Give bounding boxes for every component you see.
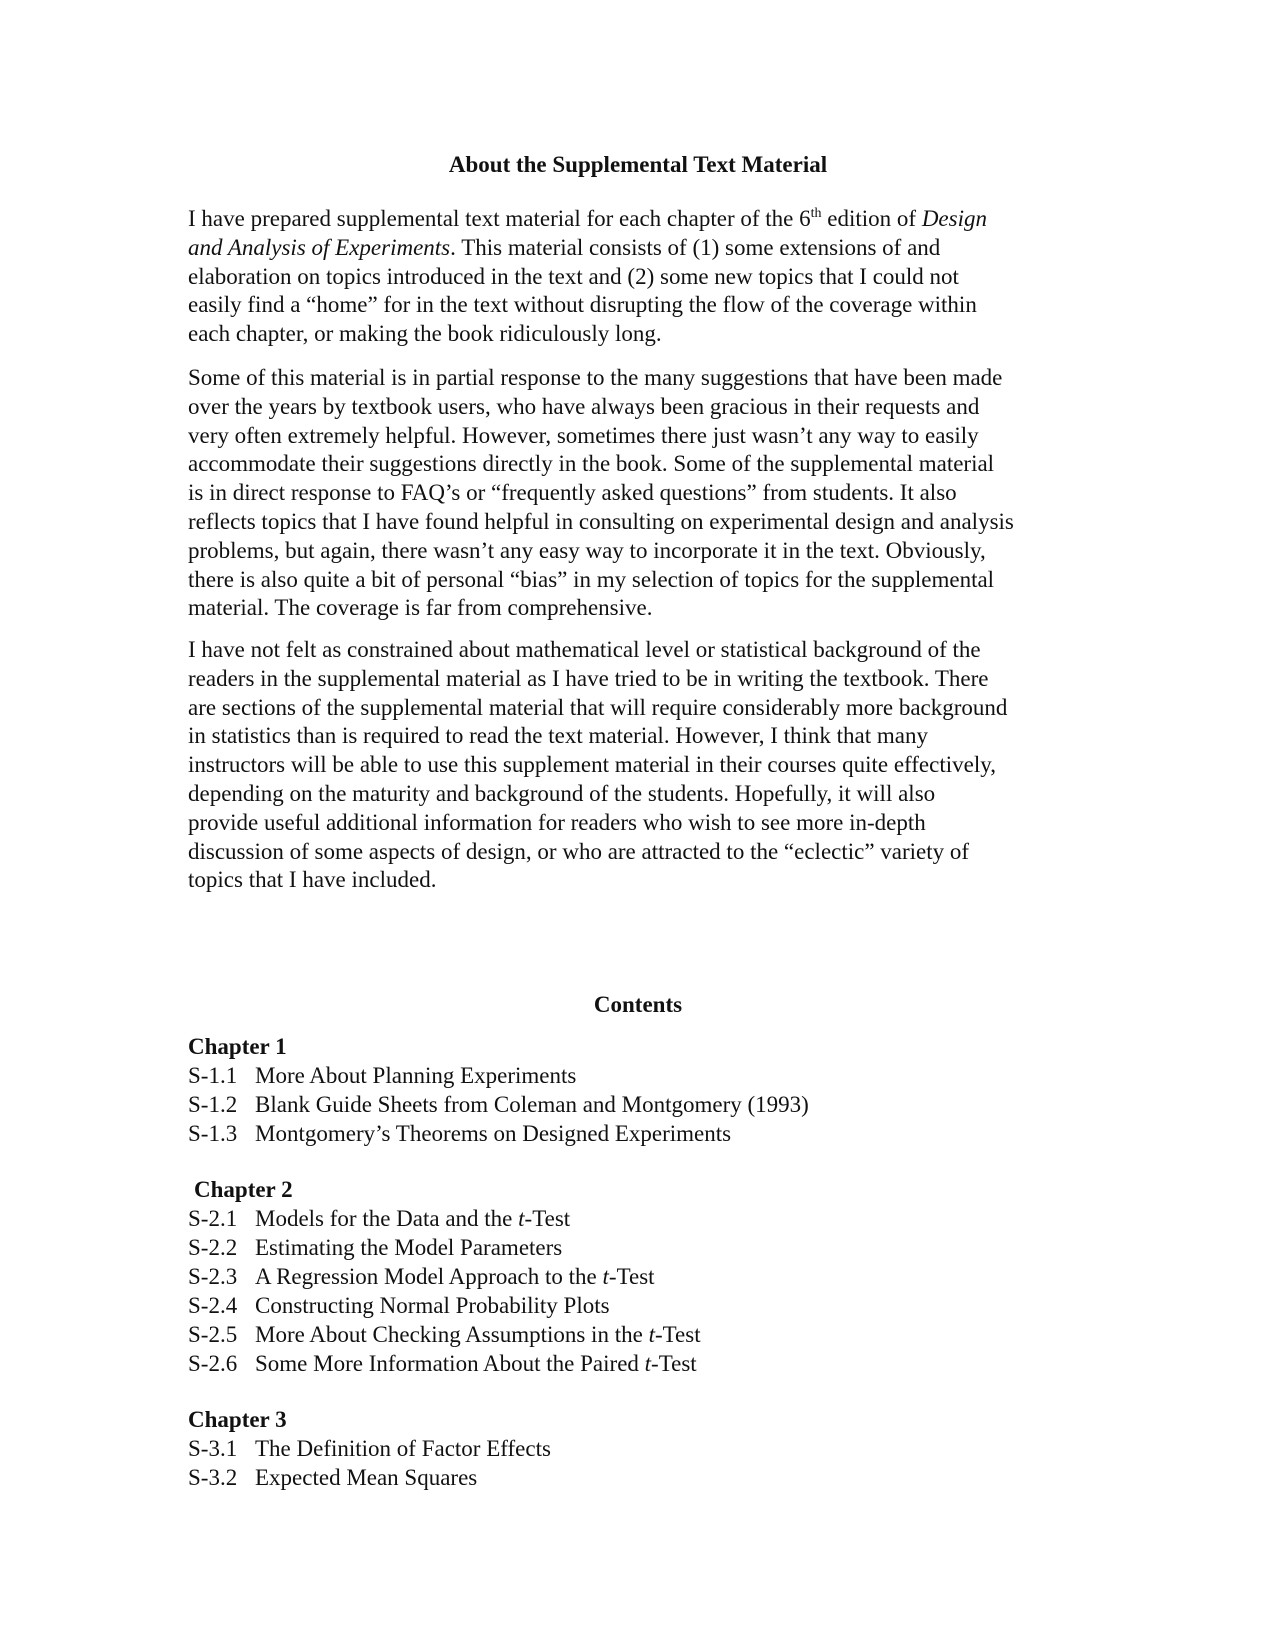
- paragraph-line: each chapter, or making the book ridiculously long.: [188, 321, 662, 347]
- section-number: S-2.3: [188, 1264, 238, 1289]
- paragraph-line: are sections of the supplemental material that will require considerably more background: [188, 694, 1008, 720]
- paragraph-line: there is also quite a bit of personal “bias” in my selection of topics for the supplemental: [188, 566, 995, 592]
- toc-entry[interactable]: [188, 1233, 1088, 1262]
- document-title: About the Supplemental Text Material: [448, 152, 828, 177]
- text-run: I have prepared supplemental text material for each chapter of the 6: [188, 206, 811, 231]
- paragraph-line: is in direct response to FAQ’s or “frequently asked questions” from students. It also: [188, 480, 957, 506]
- section-number: S-2.5: [188, 1322, 238, 1347]
- paragraph-line: elaboration on topics introduced in the text and (2) some new topics that I could not: [188, 263, 959, 289]
- paragraph-line: very often extremely helpful. However, sometimes there just wasn’t any way to easily: [188, 422, 979, 448]
- paragraph-line: discussion of some aspects of design, or who are attracted to the “eclectic” variety of: [188, 838, 970, 864]
- paragraph-line: Some of this material is in partial response to the many suggestions that have been made: [188, 365, 1003, 390]
- paragraph-line: material. The coverage is far from comprehensive.: [188, 595, 653, 621]
- paragraph-line: readers in the supplemental material as I have tried to be in writing the textbook. There: [188, 665, 989, 691]
- intro-paragraph-1: [188, 205, 1088, 349]
- contents-title: Contents: [593, 992, 683, 1017]
- toc-entry[interactable]: [188, 1119, 1088, 1148]
- section-number: S-1.3: [188, 1121, 238, 1146]
- toc-entry[interactable]: [188, 1204, 1088, 1233]
- paragraph-line: over the years by textbook users, who have always been gracious in their requests and: [188, 393, 980, 419]
- section-title: Constructing Normal Probability Plots: [255, 1293, 610, 1318]
- section-number: S-1.1: [188, 1063, 238, 1088]
- toc-entry[interactable]: [188, 1090, 1088, 1119]
- section-title: Estimating the Model Parameters: [255, 1235, 563, 1260]
- book-title-italic: and Analysis of Experiments: [188, 234, 451, 260]
- section-title: Some More Information About the Paired: [255, 1351, 645, 1376]
- book-title-italic: Design: [921, 206, 987, 231]
- chapter-heading: Chapter 3: [188, 1407, 287, 1432]
- toc-entry[interactable]: [188, 1434, 1088, 1463]
- section-title-suffix: -Test: [651, 1351, 697, 1376]
- italic-t: t: [644, 1351, 652, 1376]
- superscript: th: [810, 206, 822, 221]
- section-title: Expected Mean Squares: [255, 1465, 478, 1490]
- toc-chapter-2: [188, 1175, 1088, 1378]
- italic-t: t: [648, 1322, 655, 1347]
- section-title: The Definition of Factor Effects: [255, 1436, 551, 1461]
- chapter-heading: Chapter 2: [194, 1177, 293, 1202]
- toc-entry[interactable]: [188, 1320, 1088, 1349]
- chapter-heading: Chapter 1: [188, 1034, 287, 1059]
- section-title: Models for the Data and the: [255, 1206, 519, 1231]
- toc-entry[interactable]: [188, 1349, 1088, 1378]
- section-number: S-1.2: [188, 1092, 238, 1117]
- paragraph-line: reflects topics that I have found helpful in consulting on experimental design and analysis: [188, 508, 1014, 534]
- paragraph-line: topics that I have included.: [188, 867, 437, 893]
- toc-entry[interactable]: [188, 1262, 1088, 1291]
- section-title: A Regression Model Approach to the: [255, 1264, 603, 1289]
- paragraph-line: in statistics than is required to read the text material. However, I think that many: [188, 723, 928, 749]
- paragraph-line: [188, 234, 1088, 263]
- section-title-suffix: -Test: [608, 1264, 655, 1289]
- paragraph-line: problems, but again, there wasn’t any easy way to incorporate it in the text. Obviously,: [188, 537, 986, 563]
- paragraph-line: easily find a “home” for in the text without disrupting the flow of the coverage within: [188, 292, 977, 318]
- italic-t: t: [602, 1264, 609, 1289]
- section-number: S-2.1: [188, 1206, 238, 1231]
- intro-paragraph-3: [188, 636, 1088, 895]
- paragraph-line: instructors will be able to use this supplement material in their courses quite effectively,: [188, 752, 996, 778]
- toc-entry[interactable]: [188, 1061, 1088, 1090]
- text-run: . This material consists of (1) some extensions of and: [450, 234, 941, 260]
- toc-chapter-1: [188, 1032, 1088, 1148]
- section-number: S-2.2: [188, 1235, 238, 1260]
- toc-entry[interactable]: [188, 1463, 1088, 1492]
- paragraph-line: I have not felt as constrained about mathematical level or statistical background of the: [188, 637, 981, 662]
- section-title-suffix: -Test: [524, 1206, 571, 1231]
- section-title: More About Planning Experiments: [255, 1063, 577, 1088]
- toc-entry[interactable]: [188, 1291, 1088, 1320]
- section-title: Blank Guide Sheets from Coleman and Montgomery (1993): [255, 1092, 809, 1117]
- section-number: S-3.1: [188, 1436, 238, 1461]
- section-title: More About Checking Assumptions in the: [255, 1322, 649, 1347]
- section-number: S-3.2: [188, 1465, 238, 1490]
- paragraph-line: accommodate their suggestions directly in the book. Some of the supplemental material: [188, 451, 995, 477]
- paragraph-line: provide useful additional information for readers who wish to see more in-depth: [188, 809, 926, 835]
- paragraph-line: depending on the maturity and background of the students. Hopefully, it will also: [188, 780, 936, 806]
- italic-t: t: [518, 1206, 525, 1231]
- section-title-suffix: -Test: [654, 1322, 701, 1347]
- intro-paragraph-2: [188, 364, 1088, 623]
- section-number: S-2.6: [188, 1351, 238, 1376]
- text-run: edition of: [821, 206, 922, 231]
- section-number: S-2.4: [188, 1293, 238, 1318]
- paragraph-line: [188, 205, 1088, 234]
- section-title: Montgomery’s Theorems on Designed Experiments: [255, 1121, 732, 1146]
- toc-chapter-3: [188, 1405, 1088, 1492]
